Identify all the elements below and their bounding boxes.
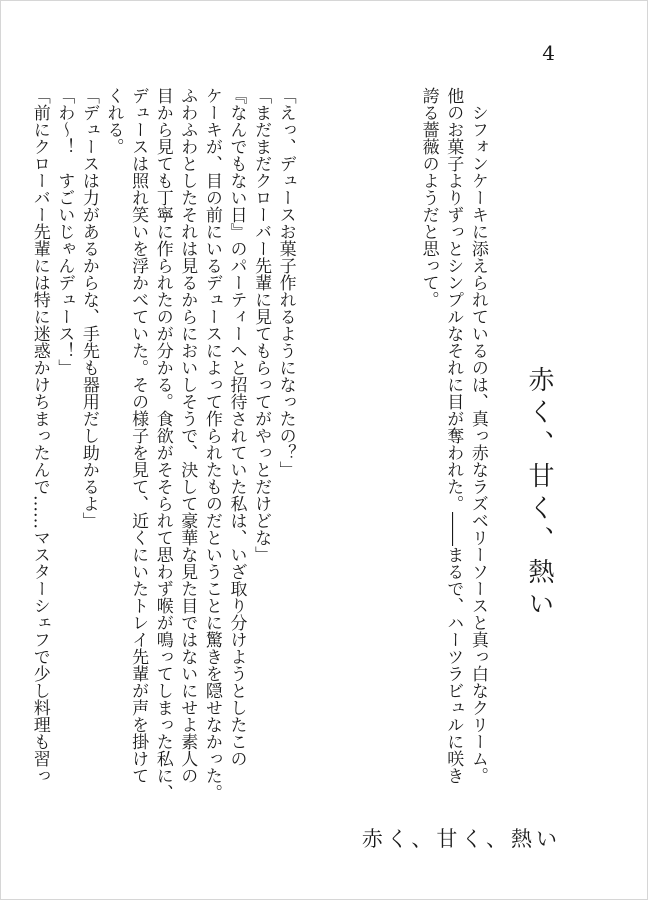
chapter-title: 赤く、甘く、熱い (524, 366, 554, 622)
running-footer-title: 赤く、甘く、熱い (361, 827, 561, 851)
paragraph-break (347, 87, 367, 817)
body-text (0, 87, 539, 817)
paragraph-dialogue: 「えっ、デュースお菓子作れるようになったの？」 「まだまだクローバー先輩に見てもらってがやっとだけどな」 『なんでもない日』のパーティーへと招待されていた私は、いざ取り分けようとしたこの ケーキが、目の前にいるデュースによって作られたものだということに驚きを隠せなかった。 ふわふわとしたそれは見るからにおいしそうで、決して豪華な見た目ではないにせよ素人の 目から見ても丁寧に作られたのが分かる。食欲がそそられて思わず喉が鳴ってしまった私に、 デュースは照れ笑いを浮かべていた。その様子を見て、近くにいたトレイ先輩が声を掛けて くれる。 「デュースは力があるからな、手先も器用だし助かるよ」 「わ〜！ すごいじゃんデュース！」 「前にクローバー先輩には特に迷惑かけちまったんで……マスターシェフで少し料理も習っ (29, 87, 296, 801)
page-number: 4 (542, 41, 555, 65)
paragraph-intro: シフォンケーキに添えられているのは、真っ赤なラズベリーソースと真っ白なクリーム。 他のお菓子よりずっとシンプルなそれに目が奪われた。――まるで、ハーツラビュルに咲き 誇る薔薇のようだと思って。 (418, 87, 488, 784)
